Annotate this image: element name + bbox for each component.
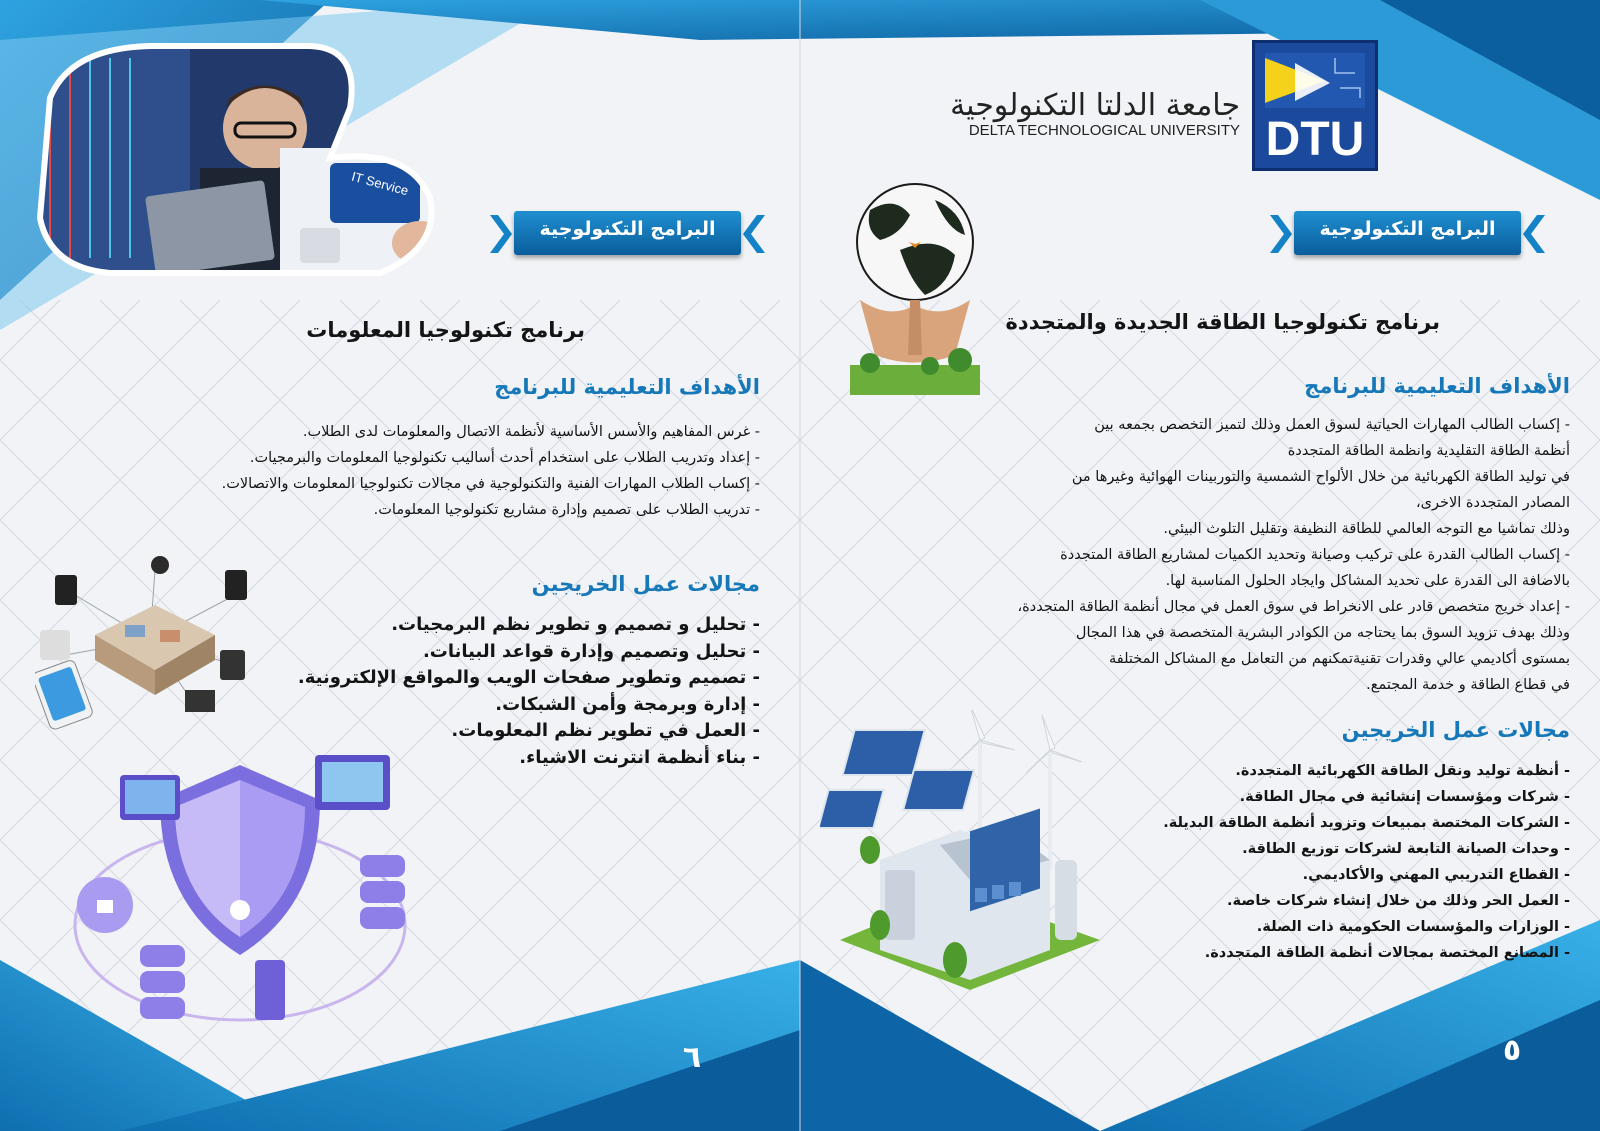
list-item: - القطاع التدريبي المهني والأكاديمي.	[1302, 867, 1570, 883]
it-service-photo	[30, 38, 450, 283]
smart-home-illustration	[35, 555, 265, 735]
right-program-title: برنامج تكنولوجيا الطاقة الجديدة والمتجددة	[1005, 310, 1440, 334]
list-item: - المصانع المختصة بمجالات أنظمة الطاقة المتجددة.	[1204, 945, 1570, 961]
list-item: في توليد الطاقة الكهربائية من خلال الألواح الشمسية والتوربينات الهوائية وغيرها من	[1071, 469, 1570, 485]
list-item: - بناء أنظمة انترنت الاشياء.	[519, 746, 760, 768]
university-name-en: DELTA TECHNOLOGICAL UNIVERSITY	[968, 122, 1240, 139]
right-ribbon	[1270, 205, 1545, 263]
left-page-number: ٦	[682, 1040, 702, 1075]
left-objectives-list	[60, 419, 760, 523]
list-item: - شركات ومؤسسات إنشائية في مجال الطاقة.	[1239, 789, 1570, 805]
network-security-illustration	[60, 745, 420, 1045]
list-item: وذلك تماشيا مع التوجه العالمي للطاقة النظيفة وتقليل التلوث البيئي.	[1163, 521, 1570, 537]
right-objectives-list	[880, 412, 1570, 698]
renewable-energy-illustration	[820, 710, 1110, 990]
logo-text: DTU	[1265, 113, 1365, 166]
left-ribbon	[490, 205, 765, 263]
left-careers-title: مجالات عمل الخريجين	[531, 572, 760, 596]
right-ribbon-label: البرامج التكنولوجية	[1319, 218, 1496, 240]
list-item: - الوزارات والمؤسسات الحكومية ذات الصلة.	[1256, 919, 1570, 935]
list-item: - إعداد خريج متخصص قادر على الانخراط في سوق العمل في مجال أنظمة الطاقة المتجددة،	[1017, 599, 1570, 615]
list-item: - العمل الحر وذلك من خلال إنشاء شركات خاصة.	[1227, 893, 1570, 909]
list-item: - تصميم وتطوير صفحات الويب والمواقع الإلكترونية.	[297, 667, 760, 688]
list-item: - العمل في تطوير نظم المعلومات.	[451, 720, 760, 741]
right-page-number: ٥	[1502, 1033, 1522, 1068]
list-item: - إدارة وبرمجة وأمن الشبكات.	[495, 693, 760, 715]
left-ribbon-label: البرامج التكنولوجية	[539, 218, 716, 240]
list-item: - تدريب الطلاب على تصميم وإدارة مشاريع تكنولوجيا المعلومات.	[373, 502, 760, 518]
list-item: بمستوى أكاديمي عالي وقدرات تقنيةتمكنهم من التعامل مع المشاكل المختلفة	[1108, 651, 1570, 667]
list-item: وذلك بهدف تزويد السوق بما يحتاجه من الكوادر البشرية المتخصصة في هذا المجال	[1075, 625, 1570, 641]
right-careers-list	[1080, 758, 1570, 966]
list-item: أنظمة الطاقة التقليدية وانظمة الطاقة المتجددة	[1287, 443, 1570, 459]
list-item: - إكساب الطالب المهارات الحياتية لسوق العمل وذلك لتميز التخصص بجمعه بين	[1094, 417, 1570, 433]
list-item: - إكساب الطلاب المهارات الفنية والتكنولوجية في مجالات تكنولوجيا المعلومات والاتصالات.	[221, 476, 760, 492]
right-careers-title: مجالات عمل الخريجين	[1341, 718, 1570, 742]
dtu-logo	[1252, 40, 1378, 171]
university-name-ar: جامعة الدلتا التكنولوجية	[950, 88, 1240, 123]
list-item: - وحدات الصيانة التابعة لشركات توزيع الطاقة.	[1242, 841, 1570, 857]
list-item: بالاضافة الى القدرة على تحديد المشاكل وايجاد الحلول المناسبة لها.	[1165, 573, 1570, 589]
list-item: - تحليل وتصميم وإدارة قواعد البيانات.	[422, 640, 760, 662]
list-item: المصادر المتجددة الاخرى،	[1415, 495, 1570, 511]
left-objectives-title: الأهداف التعليمية للبرنامج	[494, 375, 760, 399]
globe-hand-illustration	[840, 180, 1000, 405]
right-objectives-title: الأهداف التعليمية للبرنامج	[1304, 374, 1570, 398]
it-service-key-label: IT Service	[349, 168, 411, 199]
list-item: في قطاع الطاقة و خدمة المجتمع.	[1366, 677, 1570, 693]
list-item: - تحليل و تصميم و تطوير نظم البرمجيات.	[391, 614, 760, 635]
list-item: - أنظمة توليد ونقل الطاقة الكهربائية المتجددة.	[1235, 763, 1570, 779]
left-program-title: برنامج تكنولوجيا المعلومات	[306, 318, 585, 342]
list-item: - إعداد وتدريب الطلاب على استخدام أحدث أساليب تكنولوجيا المعلومات والبرمجيات.	[249, 450, 760, 466]
list-item: - إكساب الطالب القدرة على تركيب وصيانة وتحديد الكميات لمشاريع الطاقة المتجددة	[1060, 547, 1570, 563]
list-item: - غرس المفاهيم والأسس الأساسية لأنظمة الاتصال والمعلومات لدى الطلاب.	[302, 424, 760, 440]
list-item: - الشركات المختصة بمبيعات وتزويد أنظمة الطاقة البديلة.	[1163, 815, 1570, 831]
